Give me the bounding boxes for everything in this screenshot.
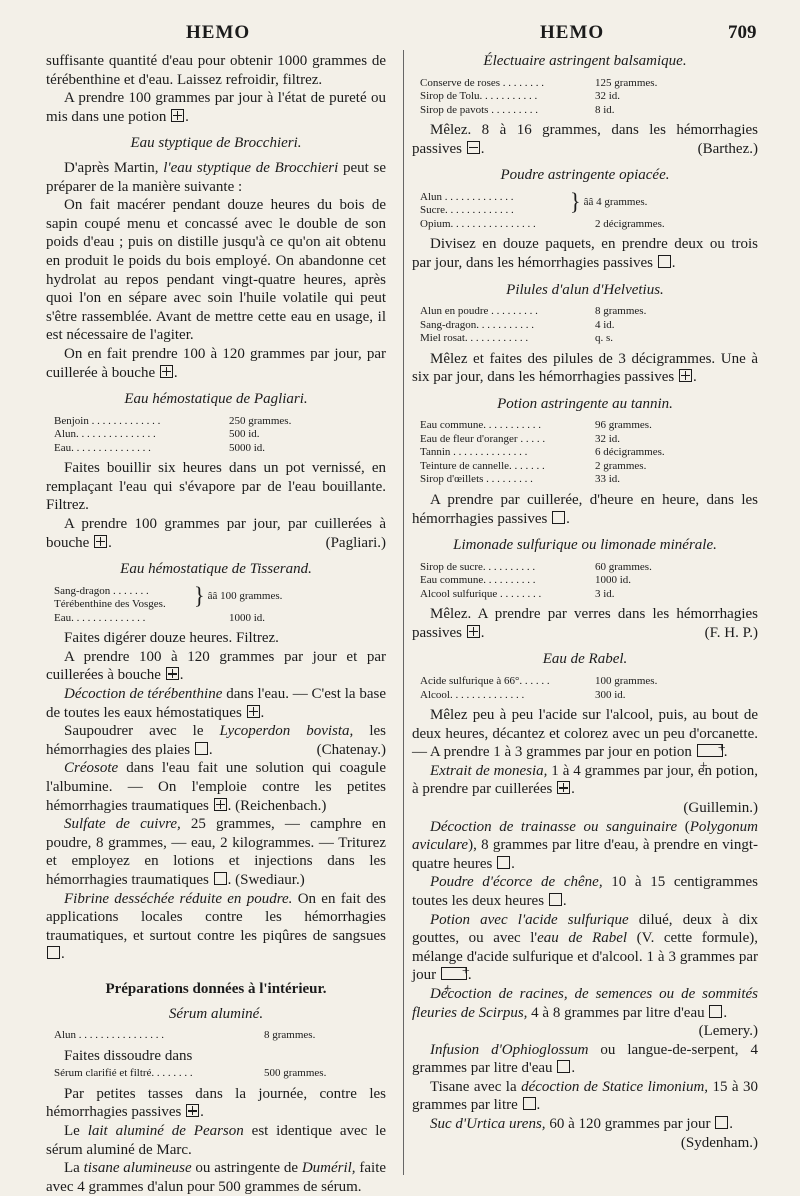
recipe-list (420, 419, 758, 487)
column-divider (403, 50, 404, 1175)
paragraph: On en fait prendre 100 à 120 grammes par jour, par cuillerée à bouche . (46, 345, 386, 381)
recipe-list (54, 1029, 386, 1043)
paragraph: Tisane avec la décoction de Statice limonium, 15 à 30 grammes par litre . (412, 1078, 759, 1114)
right-column (412, 52, 758, 1152)
running-head-left: HEMO (186, 22, 251, 43)
running-head-right: HEMO (540, 22, 605, 43)
minus-box-icon (467, 141, 480, 154)
paragraph: Créosote dans l'eau fait une solution qui coagule l'albumine. — On l'emploie contre les petites hémorrhagies traumatiques . (Reichenbach.) (46, 760, 386, 814)
recipe-row: Eau de fleur d'oranger . . . . . 32 id. (420, 432, 621, 445)
recipe-row: Sirop de sucre. . . . . . . . . . 60 grammes. (420, 560, 652, 573)
recipe-row: Sirop d'œillets . . . . . . . . . 33 id. (420, 473, 621, 486)
empty-box-icon (715, 1116, 728, 1129)
paragraph: Extrait de monesia, 1 à 4 grammes par jour, en potion, à prendre par cuillerées . (412, 762, 758, 798)
section-title: Électuaire astringent balsamique. (483, 53, 687, 69)
source-citation: (Guillemin.) (683, 799, 758, 816)
plus-box-icon (247, 705, 260, 718)
recipe-row: Sang-dragon . . . . . . . Térébenthine des Vosges. } ââ 100 grammes. (54, 585, 386, 612)
plus-box-icon (171, 109, 184, 122)
recipe-row: Alun . . . . . . . . . . . . . . . . 8 grammes. (54, 1029, 316, 1042)
recipe-list (420, 77, 758, 118)
paragraph: Suc d'Urtica urens, 60 à 120 grammes par jour . (430, 1116, 734, 1133)
section-title: Limonade sulfurique ou limonade minérale. (453, 537, 717, 554)
paragraph: Faites dissoudre dans (64, 1047, 193, 1064)
section-title: Eau de Rabel. (542, 651, 628, 668)
brace: } (194, 581, 205, 609)
recipe-row: Alun . . . . . . . . . . . . . Sucre. . . . . . . . . . . . . } ââ 4 grammes. (420, 191, 758, 218)
recipe-row: Sang-dragon. . . . . . . . . . . 4 id. (420, 318, 615, 331)
source-citation: (Lemery.) (698, 1023, 758, 1040)
recipe-list (420, 187, 758, 232)
recipe-row: Eau commune. . . . . . . . . . . 96 grammes. (420, 419, 652, 432)
paragraph: Infusion d'Ophioglossum ou langue-de-serpent, 4 grammes par litre d'eau . (412, 1041, 758, 1077)
recipe-row: Sirop de pavots . . . . . . . . . 8 id. (420, 103, 615, 116)
section-title: Poudre astringente opiacée. (500, 167, 670, 184)
recipe-row: Opium. . . . . . . . . . . . . . . . 2 décigrammes. (420, 217, 665, 230)
paragraph: Sulfate de cuivre, 25 grammes, — camphre en poudre, 8 grammes, — eau, 2 kilogrammes. — Triturez et employez en lotions et injections dans les hémorrhagies traumatiques . (Swediaur.) (46, 816, 387, 888)
empty-box-icon (552, 511, 565, 524)
empty-box-icon (557, 1060, 570, 1073)
plus-box-icon (467, 625, 480, 638)
paragraph: Par petites tasses dans la journée, contre les hémorrhagies passives . (46, 1085, 386, 1121)
recipe-row: Teinture de cannelle. . . . . . . 2 grammes. (420, 459, 647, 472)
paragraph: Poudre d'écorce de chêne, 10 à 15 centigrammes toutes les deux heures . (412, 874, 758, 909)
paragraph: suffisante quantité d'eau pour obtenir 1000 grammes de térébenthine et d'eau. Laissez refroidir, filtrez. (46, 53, 386, 88)
paragraph: A prendre 100 grammes par jour, par cuillerées à bouche . (Pagliari.) (46, 515, 386, 551)
section-heading: Préparations données à l'intérieur. (105, 980, 327, 997)
recipe-row: Alun en poudre . . . . . . . . . 8 grammes. (420, 305, 647, 318)
paragraph: Mêlez et faites des pilules de 3 décigrammes. Une à six par jour, dans les hémorrhagies passives . (412, 350, 758, 386)
empty-box-icon (549, 893, 562, 906)
recipe-row: Benjoin . . . . . . . . . . . . . 250 grammes. (54, 414, 292, 427)
section-title: Eau styptique de Brocchieri. (130, 135, 302, 152)
plus-box-icon (557, 781, 570, 794)
source-citation: (Sydenham.) (680, 1134, 758, 1151)
recipe-list (54, 581, 386, 626)
recipe-row: Alun. . . . . . . . . . . . . . . 500 id. (54, 428, 260, 441)
paragraph: La tisane alumineuse ou astringente de Duméril, faite avec 4 grammes d'alun pour 500 grammes de sérum. (46, 1160, 387, 1195)
paragraph: A prendre 100 à 120 grammes par jour et par cuillerées à bouche . (46, 648, 386, 684)
recipe-row: Alcool sulfurique . . . . . . . . 3 id. (420, 587, 615, 600)
recipe-list (420, 675, 758, 702)
paragraph: Décoction de térébenthine dans l'eau. — C'est la base de toutes les eaux hémostatiques . (46, 686, 387, 721)
paragraph: Mêlez. 8 à 16 grammes, dans les hémorrhagies passives . (Barthez.) (412, 122, 758, 157)
section-title: Eau hémostatique de Tisserand. (120, 561, 312, 578)
left-column (46, 52, 386, 1196)
empty-box-icon (709, 1005, 722, 1018)
recipe-row: Conserve de roses . . . . . . . . 125 grammes. (420, 76, 658, 89)
paragraph: Le lait aluminé de Pearson est identique avec le sérum aluminé de Marc. (46, 1122, 387, 1158)
recipe-row: Tannin . . . . . . . . . . . . . . 6 décigrammes. (420, 446, 665, 459)
paragraph: Décoction de racines, de semences ou de sommités fleuries de Scirpus, 4 à 8 grammes par litre d'eau . (412, 985, 758, 1021)
paragraph: D'après Martin, l'eau styptique de Brocchieri peut se préparer de la manière suivante : (46, 159, 387, 195)
paragraph: Potion avec l'acide sulfurique dilué, deux à dix gouttes, ou avec l'eau de Rabel (V. cette formule), mélange d'acide sulfurique et d'alcool. 1 à 3 grammes par jour + + . (412, 911, 758, 985)
section-title: Potion astringente au tannin. (497, 395, 673, 412)
recipe-list (54, 415, 386, 456)
recipe-row: Sérum clarifié et filtré. . . . . . . . 500 grammes. (54, 1067, 327, 1080)
plus-box-icon (94, 535, 107, 548)
empty-box-icon (195, 742, 208, 755)
plus-box-icon (679, 369, 692, 382)
paragraph: Saupoudrer avec le Lycoperdon bovista, les hémorrhagies des plaies . (Chatenay.) (46, 723, 387, 758)
empty-box-icon (47, 946, 60, 959)
plus-box-icon (214, 798, 227, 811)
recipe-row: Miel rosat. . . . . . . . . . . . q. s. (420, 332, 614, 345)
empty-box-icon (523, 1097, 536, 1110)
paragraph: Mêlez peu à peu l'acide sur l'alcool, puis, au bout de deux heures, décantez et colorez avec un peu d'orcanette. — A prendre 1 à 3 grammes par jour en potion + + . (412, 706, 758, 762)
plus-box-icon (186, 1104, 199, 1117)
paragraph: Fibrine desséchée réduite en poudre. On en fait des applications locales contre les hémorrhagies traumatiques, et surtout contre les piqûres de sangsues . (46, 890, 386, 963)
section-title: Eau hémostatique de Pagliari. (124, 391, 308, 408)
paragraph: Mêlez. A prendre par verres dans les hémorrhagies passives . (F. H. P.) (412, 606, 758, 641)
recipe-list (420, 305, 758, 346)
double-plus-box-icon (697, 744, 723, 757)
paragraph: Faites digérer douze heures. Filtrez. (64, 630, 279, 647)
paragraph: Divisez en douze paquets, en prendre deux ou trois par jour, dans les hémorrhagies passives . (412, 236, 758, 271)
recipe-row: Eau commune. . . . . . . . . . 1000 id. (420, 574, 632, 587)
recipe-row: Acide sulfurique à 66°. . . . . . 100 grammes. (420, 675, 658, 687)
recipe-row: Alcool. . . . . . . . . . . . . . 300 id. (420, 688, 626, 701)
plus-box-icon (160, 365, 173, 378)
double-plus-box-icon (441, 967, 467, 980)
empty-box-icon (658, 255, 671, 268)
paragraph: A prendre 100 grammes par jour à l'état de pureté ou mis dans une potion . (46, 90, 386, 125)
empty-box-icon (214, 872, 227, 885)
paragraph: Décoction de trainasse ou sanguinaire (Polygonum aviculare), 8 grammes par litre d'eau, à prendre en vingt-quatre heures . (412, 818, 759, 872)
recipe-list (54, 1067, 386, 1081)
empty-box-icon (497, 856, 510, 869)
paragraph: A prendre par cuillerée, d'heure en heure, dans les hémorrhagies passives . (412, 491, 758, 527)
plus-box-icon (166, 667, 179, 680)
section-title: Sérum aluminé. (168, 1005, 264, 1022)
paragraph: On fait macérer pendant douze heures du bois de sapin coupé menu et concassé avec le double de son poids d'eau ; puis on distille jusqu'à ce qu'on ait obtenu en produit le poids du bois employé. On abandonne cet hydrolat au repos pendant vingt-quatre heures, après quoi l'on en sépare avec soin l'huile volatile qui peut s'être rassemblée. Avant de mettre cette eau en usage, il est nécessaire de l'agiter. (46, 197, 386, 344)
section-title: Pilules d'alun d'Helvetius. (506, 281, 664, 298)
page-number: 709 (728, 22, 757, 43)
recipe-row: Sirop de Tolu. . . . . . . . . . . 32 id. (420, 90, 621, 103)
recipe-row: Eau. . . . . . . . . . . . . . 1000 id. (54, 611, 266, 624)
paragraph: Faites bouillir six heures dans un pot vernissé, en remplaçant l'eau qui s'évapore par de l'eau bouillante. Filtrez. (46, 460, 386, 514)
recipe-list (420, 561, 758, 602)
recipe-row: Eau. . . . . . . . . . . . . . . 5000 id. (54, 441, 266, 454)
brace: } (570, 187, 581, 215)
